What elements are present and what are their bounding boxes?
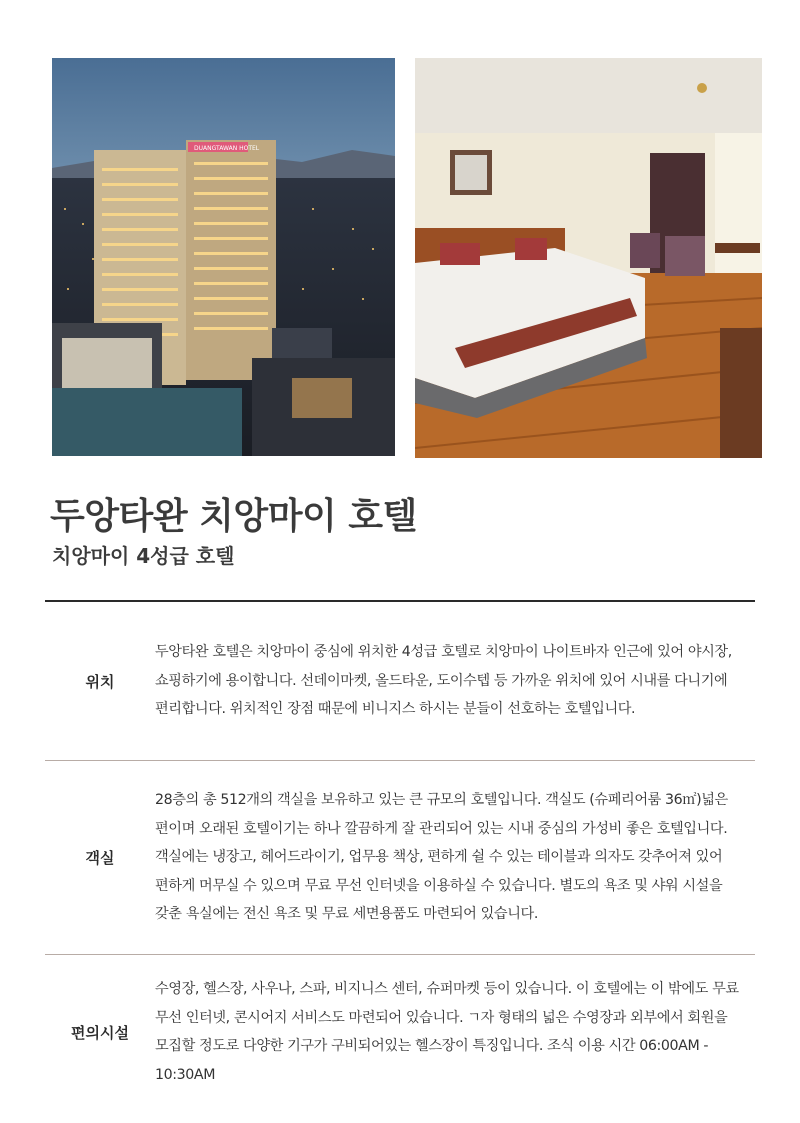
rooms-text: 28층의 총 512개의 객실을 보유하고 있는 큰 규모의 호텔입니다. 객실도 (슈페리어룸 36㎡)넓은 편이며 오래된 호텔이기는 하나 깔끔하게 잘 관리되어 있는 시내 중심의 가성비 좋은 호텔입니다. 객실에는 냉장고, 헤어드라이기, 업무용 책상, 편하게 쉴 수 있는 테이블과 의자도 갖추어져 있어 편하게 머무실 수 있으며 무료 무선 인터넷을 이용하실 수 있습니다. 별도의 욕조 및 샤워 시설을 갖춘 욕실에는 전신 욕조 및 무료 세면용품도 마련되어 있습니다. bbox=[155, 792, 728, 923]
hotel-exterior-photo bbox=[52, 58, 395, 456]
guest-room-photo bbox=[415, 58, 762, 458]
page-subtitle: 치앙마이 4성급 호텔 bbox=[52, 544, 235, 568]
page-title: 두앙타완 치앙마이 호텔 bbox=[50, 496, 417, 537]
facilities-label: 편의시설 bbox=[71, 1024, 129, 1042]
location-text: 두앙타완 호텔은 치앙마이 중심에 위치한 4성급 호텔로 치앙마이 나이트바자 인근에 있어 야시장, 쇼핑하기에 용이합니다. 선데이마켓, 올드타운, 도이수텝 등 가까운 위치에 있어 시내를 다니기에 편리합니다. 위치적인 장점 때문에 비니지스 하시는 분들이 선호하는 호텔입니다. bbox=[155, 644, 732, 718]
hotel-sign-text: DUANGTAWAN HOTEL bbox=[194, 145, 260, 152]
rooms-label: 객실 bbox=[85, 849, 115, 867]
info-row-rooms bbox=[45, 761, 755, 955]
location-label: 위치 bbox=[85, 672, 115, 691]
facilities-text: 수영장, 헬스장, 사우나, 스파, 비지니스 센터, 슈퍼마켓 등이 있습니다. 이 호텔에는 이 밖에도 무료 무선 인터넷, 콘시어지 서비스도 마련되어 있습니다. ㄱ자 형태의 넓은 수영장과 외부에서 회원을 모집할 정도로 다양한 기구가 구비되어있는 헬스장이 특징입니다. 조식 이용 시간 06:00AM - 10:30AM bbox=[155, 981, 739, 1083]
hotel-info-table bbox=[45, 602, 755, 1095]
info-row-facilities bbox=[45, 955, 755, 1095]
info-row-location bbox=[45, 602, 755, 761]
